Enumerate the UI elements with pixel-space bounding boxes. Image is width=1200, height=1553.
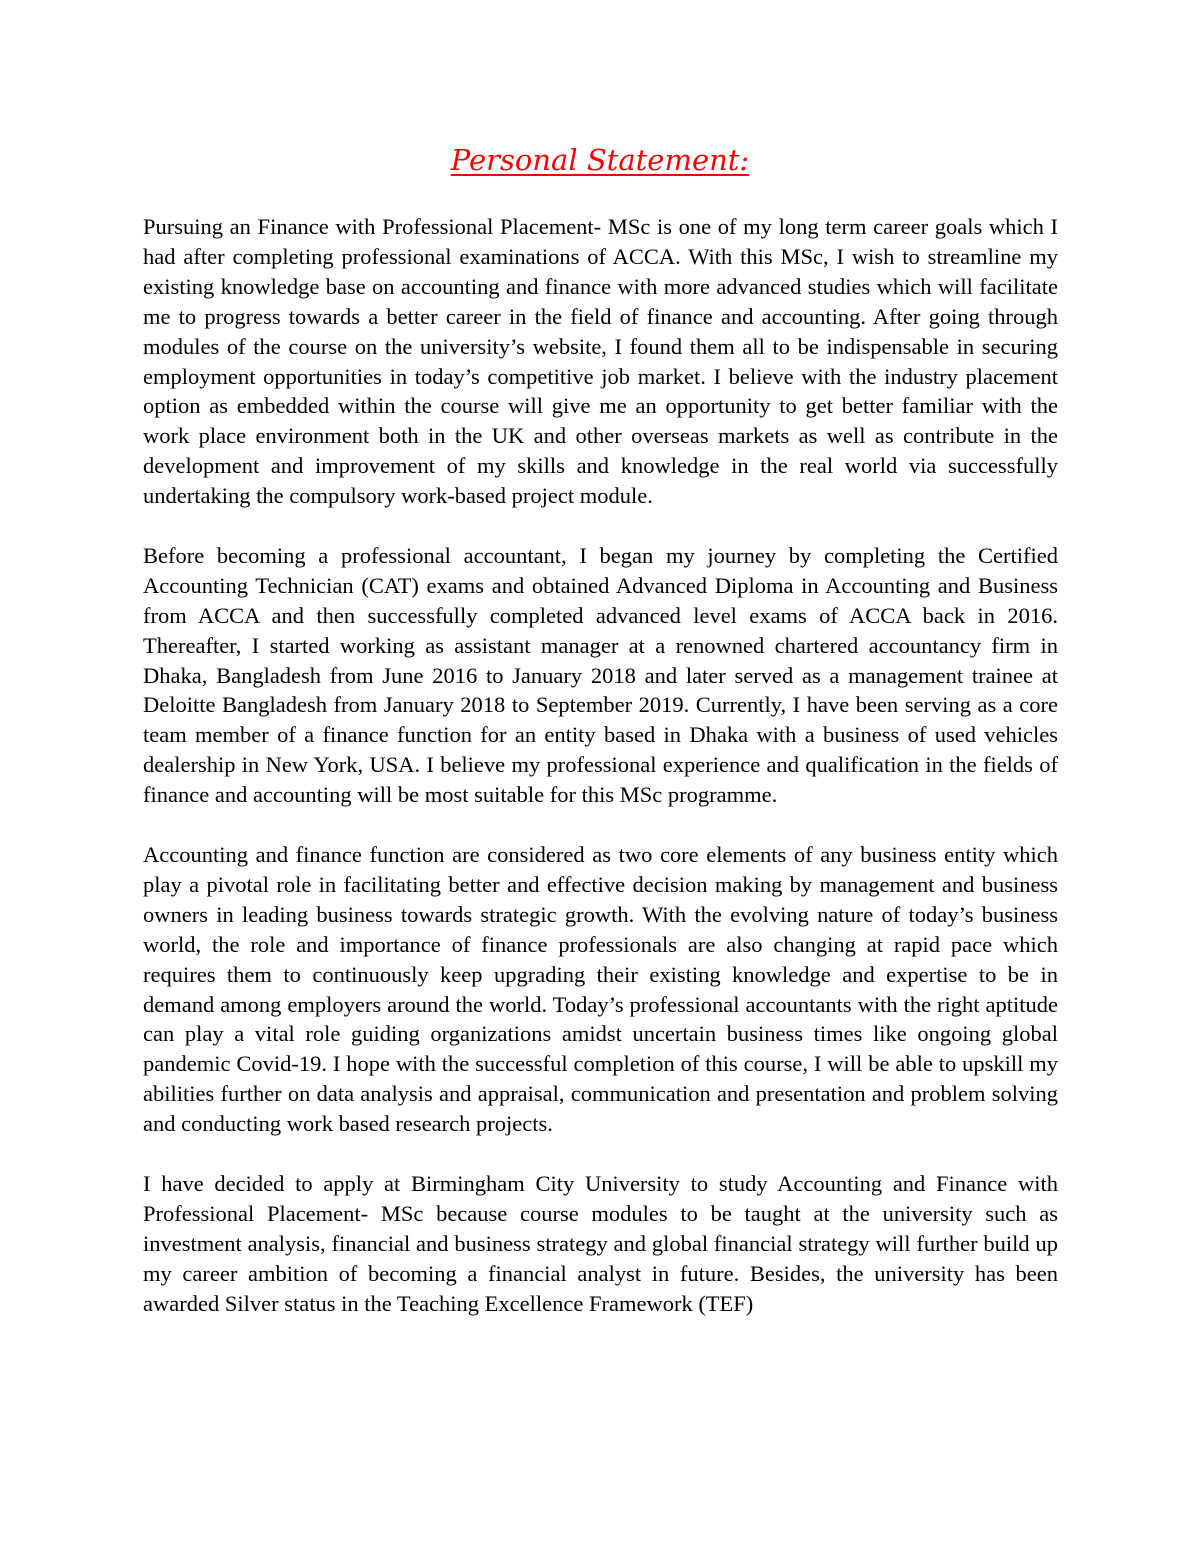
paragraph-background: Before becoming a professional accountant, I began my journey by completing the Certified Accounting Technician (CAT) exams and obtained Advanced Diploma in Accounting and Business from ACCA and then successfully completed advanced level exams of ACCA back in 2016. Thereafter, I started working as assistant manager at a renowned chartered accountancy firm in Dhaka, Bangladesh from June 2016 to January 2018 and later served as a management trainee at Deloitte Bangladesh from January 2018 to September 2019. Currently, I have been serving as a core team member of a finance function for an entity based in Dhaka with a business of used vehicles dealership in New York, USA. I believe my professional experience and qualification in the fields of finance and accounting will be most suitable for this MSc programme. xyxy=(143,542,1058,808)
paragraph-university-choice: I have decided to apply at Birmingham City University to study Accounting and Finance with Professional Placement- MSc because course modules to be taught at the university such as investment analysis, financial and business strategy and global financial strategy will further build up my career ambition of becoming a financial analyst in future. Besides, the university has been awarded Silver status in the Teaching Excellence Framework (TEF) xyxy=(143,1170,1058,1316)
paragraph-intro: Pursuing an Finance with Professional Placement- MSc is one of my long term career goals which I had after completing professional examinations of ACCA. With this MSc, I wish to streamline my existing knowledge base on accounting and finance with more advanced studies which will facilitate me to progress towards a better career in the field of finance and accounting. After going through modules of the course on the university’s website, I found them all to be indispensable in securing employment opportunities in today’s competitive job market. I believe with the industry placement option as embedded within the course will give me an opportunity to get better familiar with the work place environment both in the UK and other overseas markets as well as contribute in the development and improvement of my skills and knowledge in the real world via successfully undertaking the compulsory work-based project module. xyxy=(143,214,1058,509)
statement-body xyxy=(143,212,1058,1318)
paragraph-motivation: Accounting and finance function are considered as two core elements of any business entity which play a pivotal role in facilitating better and effective decision making by management and business owners in leading business towards strategic growth. With the evolving nature of today’s business world, the role and importance of finance professionals are also changing at rapid pace which requires them to continuously keep upgrading their existing knowledge and expertise to be in demand among employers around the world. Today’s professional accountants with the right aptitude can play a vital role guiding organizations amidst uncertain business times like ongoing global pandemic Covid-19. I hope with the successful completion of this course, I will be able to upskill my abilities further on data analysis and appraisal, communication and presentation and problem solving and conducting work based research projects. xyxy=(143,842,1058,1137)
page-title: Personal Statement: xyxy=(450,143,750,177)
